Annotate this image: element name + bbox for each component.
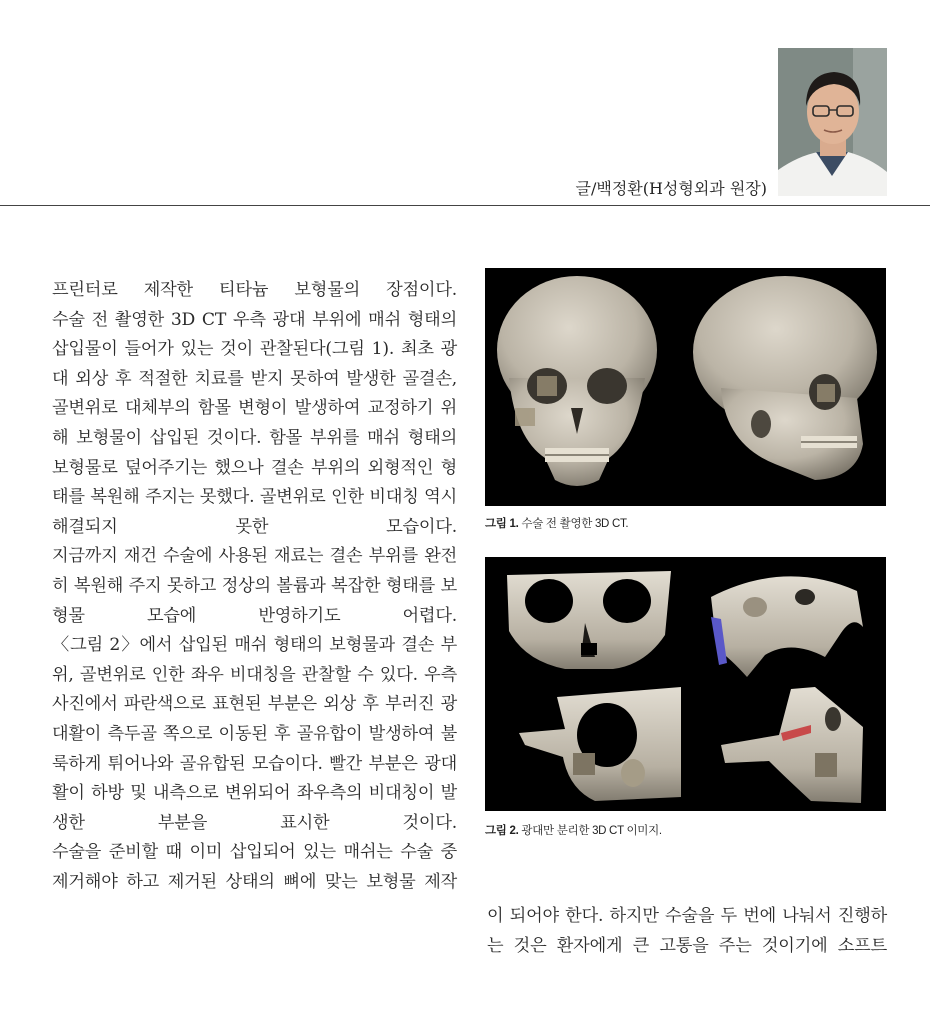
article-body [52, 276, 457, 897]
figure-1-label: 그림 1. [485, 518, 519, 530]
paragraph: 수술 전 촬영한 3D CT 우측 광대 부위에 매쉬 형태의 삽입물이 들어가 있는 것이 관찰된다(그림 1). 최초 광대 외상 후 적절한 치료를 받지 못하여 발생한 골결손, 골변위로 대체부의 함몰 변형이 발생하여 교정하기 위해 보형물이 삽입된 것이다. 함몰 부위를 매쉬 형태의 보형물로 덮어주기는 했으나 결손 부위의 외형적인 형태를 복원해 주지는 못했다. 골변위로 인한 비대칭 역시 해결되지 못한 모습이다. [52, 309, 457, 537]
paragraph: 〈그림 2〉에서 삽입된 매쉬 형태의 보형물과 결손 부위, 골변위로 인한 좌우 비대칭을 관찰할 수 있다. 우측 사진에서 파란색으로 표현된 부분은 외상 후 부러진 광대활이 측두골 쪽으로 이동된 후 골유합이 발생하여 불룩하게 튀어나와 골유합된 모습이다. 빨간 부분은 광대활이 하방 및 내측으로 변위되어 좌우측의 비대칭이 발생한 부분을 표시한 것이다. [52, 635, 457, 833]
paragraph: 이 되어야 한다. 하지만 수술을 두 번에 나눠서 진행하는 것은 환자에게 큰 고통을 주는 것이기에 소프트 [487, 906, 887, 956]
author-byline: 글/백정환(H성형외과 원장) [575, 179, 767, 198]
article-body-continued [487, 902, 887, 961]
figure-1-skull-ct [485, 268, 886, 506]
author-photo [778, 48, 887, 196]
figure-2-caption [485, 822, 662, 838]
figure-2-label: 그림 2. [485, 825, 519, 837]
paragraph: 프린터로 제작한 티타늄 보형물의 장점이다. [52, 280, 457, 300]
zygoma-frontal-view [507, 571, 671, 669]
paragraph: 지금까지 재건 수술에 사용된 재료는 결손 부위를 완전히 복원해 주지 못하고 정상의 볼륨과 복잡한 형태를 보형물 모습에 반영하기도 어렵다. [52, 546, 457, 626]
header-divider [0, 205, 930, 206]
figure-1-caption [485, 515, 628, 531]
paragraph: 수술을 준비할 때 이미 삽입되어 있는 매쉬는 수술 중 제거해야 하고 제거된 상태의 뼈에 맞는 보형물 제작 [52, 842, 457, 892]
figure-2-caption-text: 광대만 분리한 3D CT 이미지. [521, 825, 662, 837]
figure-1-caption-text: 수술 전 촬영한 3D CT. [521, 518, 629, 530]
figure-2-zygoma-ct [485, 557, 886, 811]
